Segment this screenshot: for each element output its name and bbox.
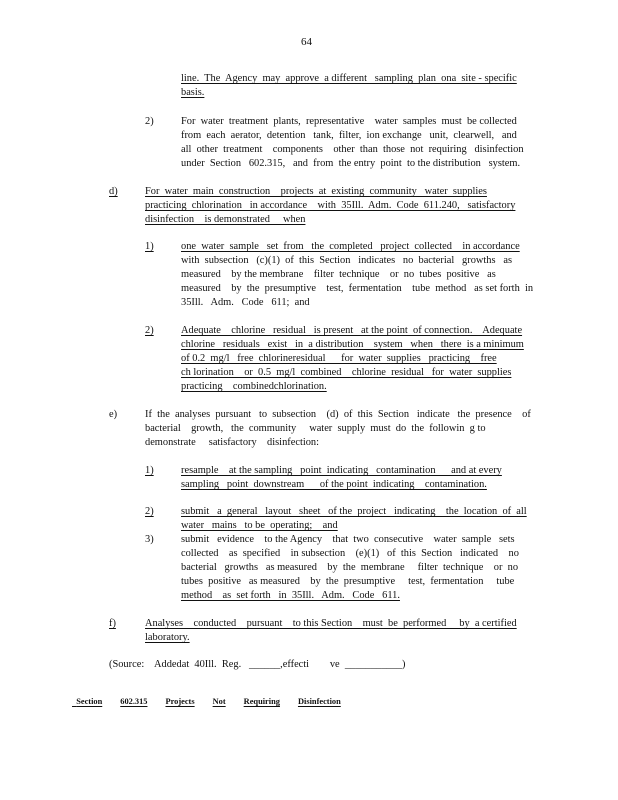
page-number: 64 [301,36,312,48]
text-line: of 0.2 mg/l free chlorineresidual for water supplies practicing free [181,353,497,364]
heading-word: Not [212,697,226,706]
text-line: resample at the sampling point indicating contamination and at every [181,465,502,476]
text-line: laboratory. [145,632,190,643]
text-line: line. The Agency may approve a different sampling plan ona site - specific [181,73,517,84]
text-line: submit evidence to the Agency that two consecutive water sample sets [181,534,515,545]
text-line: Analyses conducted pursuant to this Section must be performed by a certified [145,618,517,629]
text-line: method as set forth in 35Ill. Adm. Code 611. [181,590,400,601]
text-line: Adequate chlorine residual is present at the point of connection. Adequate [181,325,523,336]
section-heading [72,688,359,706]
list-marker: e) [109,409,118,420]
text-line: submit a general layout sheet of the project indicating the location of all [181,506,527,517]
text-line: If the analyses pursuant to subsection (d) of this Section indicate the presence of [145,409,531,420]
source-note: (Source: Addedat 40Ill. Reg. ______,effecti ve ___________) [109,659,406,670]
text-line: measured by the membrane filter technique or no tubes positive as [181,269,496,280]
text-line: ch lorination or 0.5 mg/l combined chlorine residual for water supplies [181,367,512,378]
list-marker: 3) [145,534,154,545]
heading-word: 602.315 [120,697,148,706]
text-line: practicing chlorination in accordance with 35Ill. Adm. Code 611.240, satisfactory [145,200,516,211]
text-line: bacterial growth, the community water supply must do the followin g to [145,423,486,434]
text-line: basis. [181,87,205,98]
text-line: bacterial growths as measured by the membrane filter technique or no [181,562,519,573]
heading-word: Projects [165,697,195,706]
text-line: disinfection is demonstrated when [145,214,306,225]
text-line: 35Ill. Adm. Code 611; and [181,297,310,308]
text-line: under Section 602.315, and from the entry point to the distribution system. [181,158,521,169]
text-line: tubes positive as measured by the presumptive test, fermentation tube [181,576,515,587]
list-marker: 2) [145,325,154,336]
text-line: For water main construction projects at existing community water supplies [145,186,487,197]
text-line: practicing combinedchlorination. [181,381,327,392]
text-line: from each aerator, detention tank, filter, ion exchange unit, clearwell, and [181,130,517,141]
list-marker: 1) [145,241,154,252]
text-line: all other treatment components other than those not requiring disinfection [181,144,524,155]
text-line: chlorine residuals exist in a distribution system when there is a minimum [181,339,524,350]
text-line: collected as specified in subsection (e)(1) of this Section indicated no [181,548,519,559]
list-marker: 1) [145,465,154,476]
text-line: demonstrate satisfactory disinfection: [145,437,319,448]
heading-word: Disinfection [297,697,341,706]
text-line: water mains to be operating; and [181,520,338,531]
list-marker: d) [109,186,118,197]
text-line: measured by the presumptive test, fermentation tube method as set forth in [181,283,534,294]
heading-word: Section [76,697,103,706]
text-line: sampling point downstream of the point indicating contamination. [181,479,487,490]
list-marker: 2) [145,506,154,517]
list-marker: f) [109,618,116,629]
list-marker: 2) [145,116,154,127]
text-line: one water sample set from the completed project collected in accordance [181,241,520,252]
heading-word: Requiring [243,697,280,706]
text-line: For water treatment plants, representative water samples must be collected [181,116,517,127]
text-line: with subsection (c)(1) of this Section indicates no bacterial growths as [181,255,512,266]
